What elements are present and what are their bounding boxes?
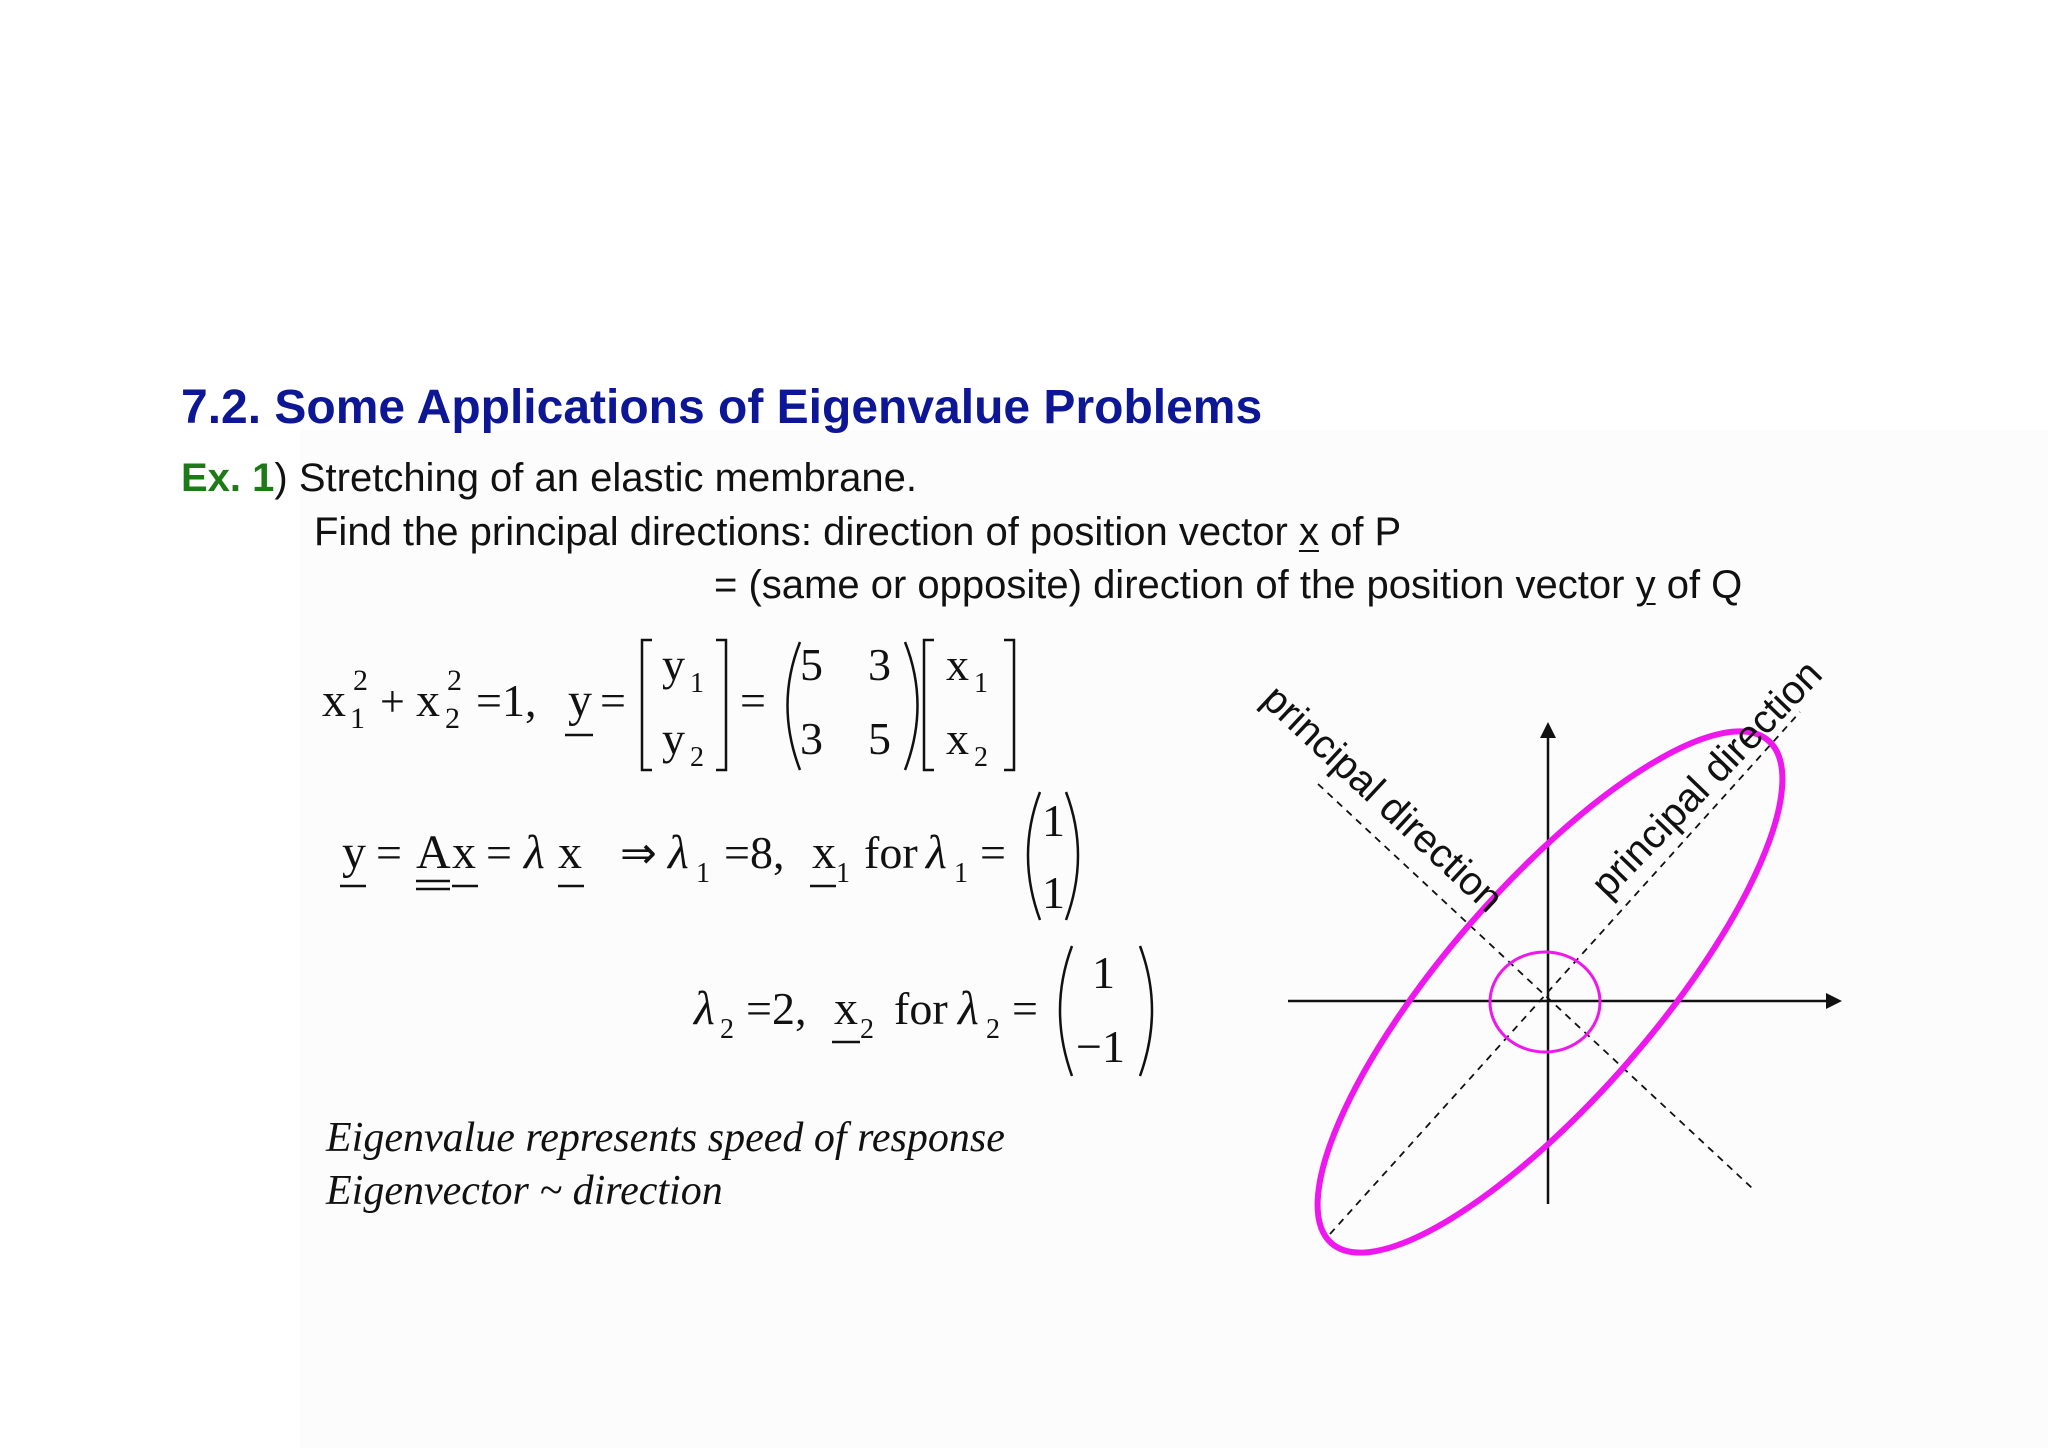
eq3-lambda2-b: λ (958, 982, 979, 1035)
eq2-eq-c: = (980, 827, 1006, 878)
eq2-x1: x (812, 826, 836, 879)
eq3-eq: = (1012, 983, 1038, 1034)
x2-sub: 2 (974, 742, 988, 773)
find-prefix: Find the principal directions: direction of position vector (314, 510, 1299, 554)
eq2-value: =8, (724, 827, 785, 878)
eq2-implies: ⇒ (620, 829, 657, 878)
matrix-a12: 3 (868, 639, 891, 690)
matrix-a22: 5 (868, 713, 891, 764)
direction-prefix: = (same or opposite) direction of the position vector (714, 563, 1636, 607)
eq1-x2: x (416, 674, 440, 727)
eq2-lambda1-b: λ (926, 826, 947, 879)
eq1-x2-sup: 2 (447, 664, 462, 697)
example-label: Ex. 1 (181, 456, 275, 500)
eq2-lambda1-b-sub: 1 (954, 858, 968, 889)
y-bracket-left (642, 640, 652, 770)
eq3-vec-paren-right (1140, 946, 1152, 1076)
eq2-vec-2: 1 (1042, 867, 1065, 918)
y-bracket-right (716, 640, 726, 770)
eq1-eq-a: = (600, 675, 626, 726)
eq1-x1-sup: 2 (353, 664, 368, 697)
eq1-x2-sub: 2 (445, 702, 460, 735)
eq2-for: for (864, 827, 918, 878)
equation-2 (340, 792, 1078, 920)
eq3-x2: x (834, 982, 858, 1035)
eq3-lambda2: λ (694, 982, 715, 1035)
eq3-for: for (894, 983, 948, 1034)
matrix-paren-right (905, 642, 918, 770)
matrix-a11: 5 (800, 639, 823, 690)
y2: y (662, 713, 685, 764)
membrane-diagram (1252, 652, 1847, 1312)
x1-sub: 1 (974, 668, 988, 699)
page-title: 7.2. Some Applications of Eigenvalue Problems (181, 381, 1263, 434)
eq1-plus: + (380, 677, 405, 726)
eq2-lambda1: λ (668, 826, 689, 879)
eq2-y: y (342, 826, 366, 879)
eq2-eq-a: = (376, 827, 402, 878)
x1: x (946, 639, 969, 690)
eq2-A: A (416, 826, 451, 879)
eq1-equals-one: =1, (476, 675, 537, 726)
eq3-value: =2, (746, 983, 807, 1034)
eq2-lambda-a: λ (524, 826, 545, 879)
matrix-a21: 3 (800, 713, 823, 764)
x-bracket-left (924, 640, 934, 770)
direction-suffix: of Q (1655, 563, 1743, 607)
eq2-lambda1-sub: 1 (696, 858, 710, 889)
principal-direction-label-left: principal direction (1253, 676, 1512, 921)
eq2-x1-sub: 1 (836, 858, 850, 889)
matrix-paren-left (788, 642, 801, 770)
eq1-y: y (568, 674, 592, 727)
principal-direction-label-right: principal direction (1582, 651, 1831, 907)
find-suffix: of P (1318, 510, 1402, 554)
eq3-vec-2: −1 (1076, 1021, 1125, 1072)
y-axis-arrowhead (1540, 722, 1556, 738)
x-vector-var: x (1298, 510, 1319, 554)
eq3-x2-sub: 2 (860, 1014, 874, 1045)
x2: x (946, 713, 969, 764)
eq2-x-b: x (558, 826, 582, 879)
y1: y (662, 639, 685, 690)
eq2-vec-1: 1 (1042, 795, 1065, 846)
eq1-x1: x (322, 674, 346, 727)
example-description: ) Stretching of an elastic membrane. (274, 456, 917, 500)
equation-3 (692, 946, 1152, 1076)
notes-line-1: Eigenvalue represents speed of response (326, 1115, 1005, 1161)
eq3-lambda2-b-sub: 2 (986, 1014, 1000, 1045)
equation-1 (322, 639, 1014, 773)
y1-sub: 1 (690, 668, 704, 699)
eq2-vec-paren-left (1028, 792, 1040, 920)
notes-line-2: Eigenvector ~ direction (326, 1168, 723, 1214)
eq2-x-a: x (452, 826, 476, 879)
y2-sub: 2 (690, 742, 704, 773)
eq1-x1-sub: 1 (350, 702, 365, 735)
eq2-vec-paren-right (1066, 792, 1078, 920)
eq2-eq-b: = (486, 827, 512, 878)
x-bracket-right (1004, 640, 1014, 770)
eq3-vec-1: 1 (1092, 947, 1115, 998)
eq1-eq-b: = (740, 675, 766, 726)
notes (326, 1112, 1005, 1218)
eq3-vec-paren-left (1060, 946, 1072, 1076)
eq3-lambda2-sub: 2 (720, 1014, 734, 1045)
y-vector-var: y (1635, 563, 1656, 607)
x-axis-arrowhead (1826, 993, 1842, 1009)
